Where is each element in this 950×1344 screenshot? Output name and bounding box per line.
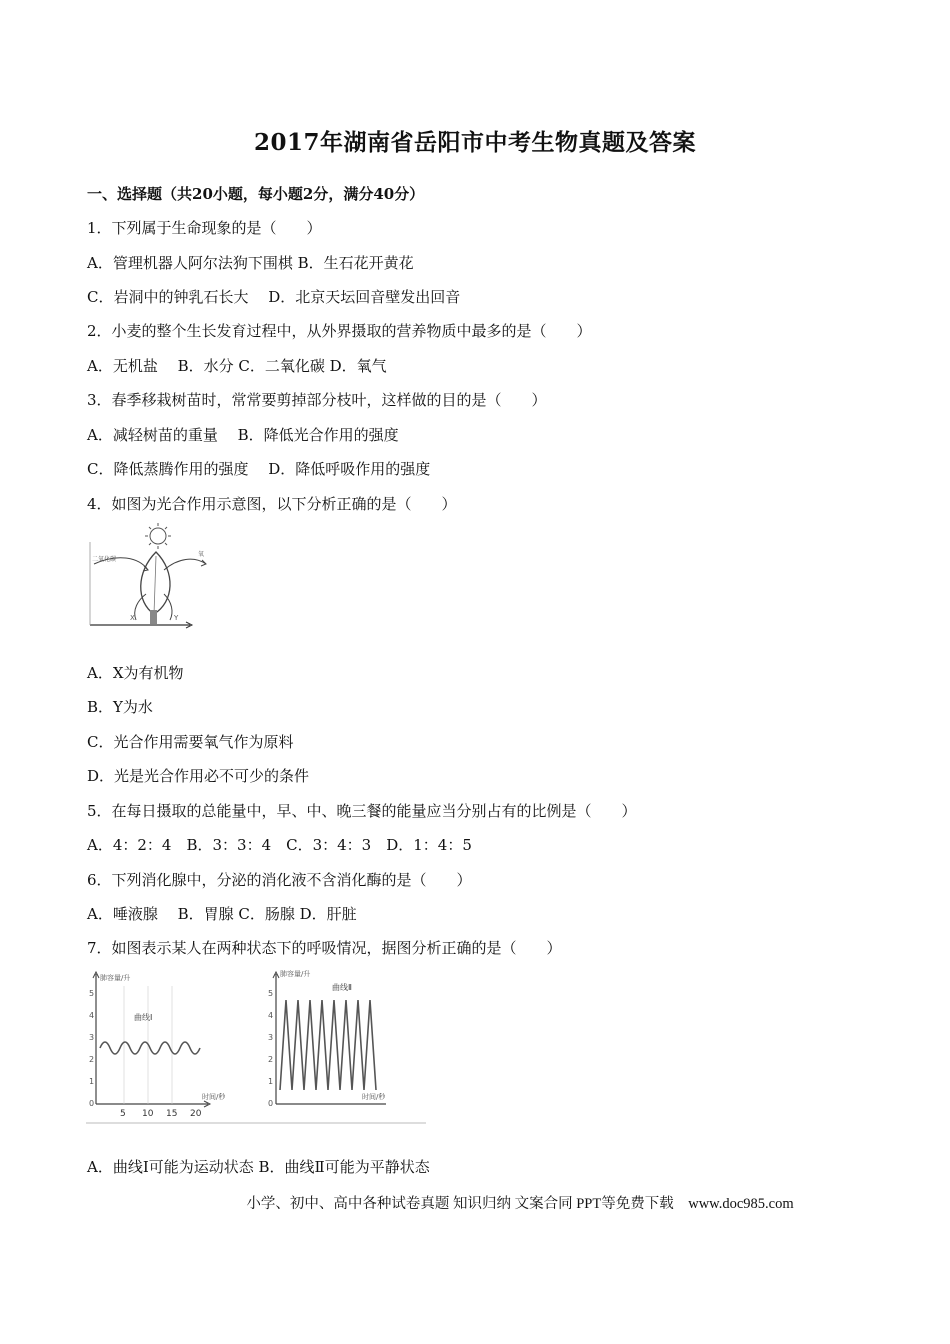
ytick: 3: [89, 1033, 95, 1042]
ytick: 5: [268, 989, 274, 998]
q5-options: A．4：2：4 B．3：3：4 C．3：4：3 D．1：4：5: [87, 836, 472, 854]
xtick: 10: [142, 1109, 154, 1119]
question-7: 7．如图表示某人在两种状态下的呼吸情况，据图分析正确的是（ ）: [87, 939, 562, 957]
curve-1-label: 曲线Ⅰ: [134, 1013, 153, 1022]
q7-options-ab: A．曲线Ⅰ可能为运动状态 B．曲线Ⅱ可能为平静状态: [87, 1158, 430, 1176]
xlabel-1: 时间/秒: [202, 1093, 226, 1101]
curve-1-line: [100, 1042, 200, 1054]
co2-label: 二氧化碳: [92, 556, 117, 563]
question-4: 4．如图为光合作用示意图，以下分析正确的是（ ）: [87, 495, 457, 513]
q4-option-b: B．Y为水: [87, 698, 153, 716]
oxygen-label: 氧: [198, 551, 205, 558]
ylabel-1: 肺容量/升: [100, 974, 131, 982]
ytick: 1: [89, 1077, 95, 1086]
ytick: 0: [268, 1099, 274, 1108]
y-label: Y: [174, 614, 179, 622]
chart-curve-1: [89, 972, 226, 1119]
q2-options: A．无机盐 B．水分 C．二氧化碳 D．氧气: [87, 357, 387, 375]
footer-note: 小学、初中、高中各种试卷真题 知识归纳 文案合同 PPT等免费下载 www.doc985.com: [246, 1196, 794, 1212]
x-label: X: [130, 614, 135, 622]
photosynthesis-diagram: [86, 522, 216, 632]
ylabel-2: 肺容量/升: [280, 970, 311, 978]
section-heading: 一、选择题（共20小题，每小题2分，满分40分）: [87, 185, 425, 203]
breathing-curves-figure: [86, 966, 426, 1126]
q1-options-ab: A．管理机器人阿尔法狗下围棋 B．生石花开黄花: [87, 254, 414, 272]
xtick: 20: [190, 1109, 202, 1119]
q1-options-cd: C．岩洞中的钟乳石长大 D．北京天坛回音壁发出回音: [87, 288, 461, 306]
page-title: 2017年湖南省岳阳市中考生物真题及答案: [253, 129, 696, 156]
ytick: 2: [89, 1055, 95, 1064]
q6-options: A．唾液腺 B．胃腺 C．肠腺 D．肝脏: [87, 905, 357, 923]
question-3: 3．春季移栽树苗时，常常要剪掉部分枝叶，这样做的目的是（ ）: [87, 391, 547, 409]
ytick: 2: [268, 1055, 274, 1064]
question-2: 2．小麦的整个生长发育过程中，从外界摄取的营养物质中最多的是（ ）: [87, 322, 592, 340]
q4-option-a: A．X为有机物: [87, 664, 184, 682]
xtick: 15: [166, 1109, 178, 1119]
q3-options-ab: A．减轻树苗的重量 B．降低光合作用的强度: [87, 426, 399, 444]
ytick: 4: [268, 1011, 274, 1020]
ytick: 5: [89, 989, 95, 998]
q3-options-cd: C．降低蒸腾作用的强度 D．降低呼吸作用的强度: [87, 460, 431, 478]
chart-curve-2: [268, 969, 386, 1108]
ytick: 3: [268, 1033, 274, 1042]
ytick: 4: [89, 1011, 95, 1020]
q4-option-c: C．光合作用需要氧气作为原料: [87, 733, 294, 751]
ytick: 1: [268, 1077, 274, 1086]
curve-2-line: [280, 1000, 376, 1090]
question-5: 5．在每日摄取的总能量中，早、中、晚三餐的能量应当分别占有的比例是（ ）: [87, 802, 637, 820]
sun-icon: [145, 523, 171, 549]
question-1: 1．下列属于生命现象的是（ ）: [87, 219, 322, 237]
curve-2-label: 曲线Ⅱ: [332, 983, 352, 992]
q4-option-d: D．光是光合作用必不可少的条件: [87, 767, 310, 785]
ytick: 0: [89, 1099, 95, 1108]
xlabel-2: 时间/秒: [362, 1093, 386, 1101]
question-6: 6．下列消化腺中，分泌的消化液不含消化酶的是（ ）: [87, 871, 472, 889]
xtick: 5: [120, 1109, 126, 1119]
